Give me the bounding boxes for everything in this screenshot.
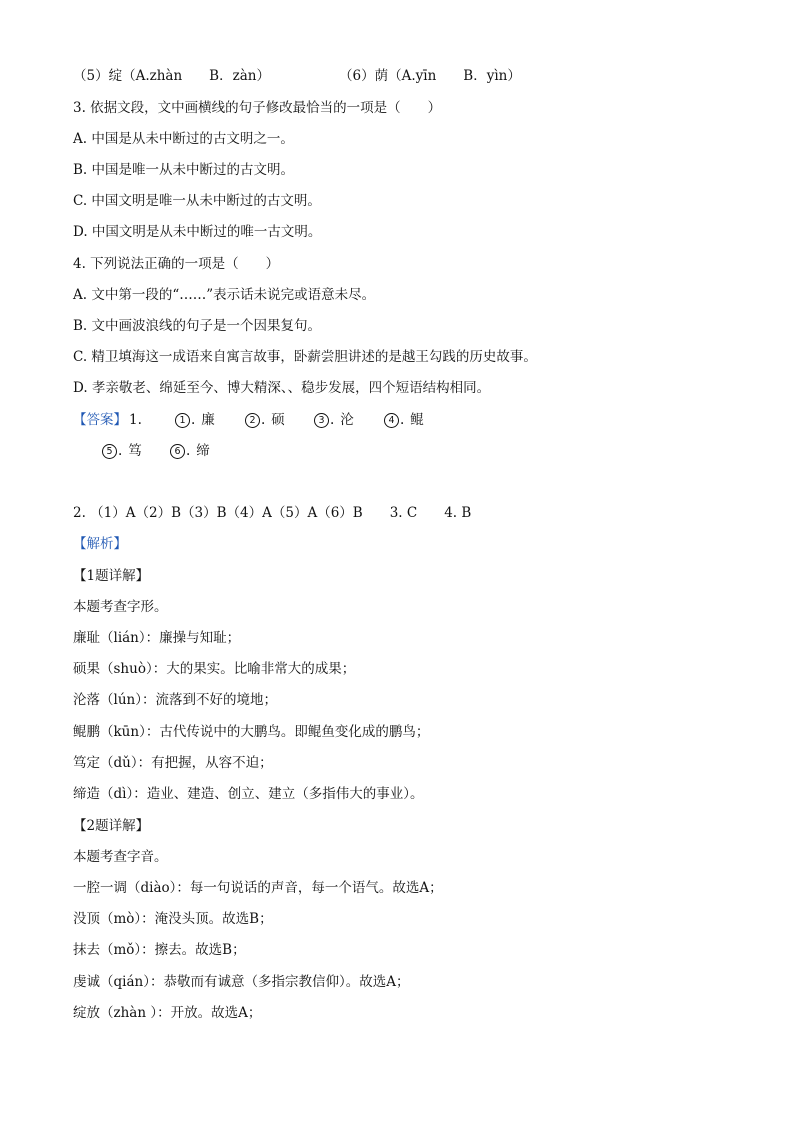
analysis-tag: 【解析】 [73,536,127,552]
answer-item: 4 . 鲲 [384,411,424,429]
circled-number: 4 [384,413,399,428]
circled-number: 2 [245,413,260,428]
q3-option-c: C. 中国文明是唯一从未中断过的古文明。 [73,193,321,209]
q3-option-b: B. 中国是唯一从未中断过的古文明。 [73,162,295,178]
section-2-intro: 本题考查字音。 [73,849,168,865]
q4-option-b: B. 文中画波浪线的句子是一个因果复句。 [73,318,322,334]
answer-tag: 【答案】 [73,412,127,428]
section-1-item: 笃定（dǔ）：有把握，从容不迫； [73,755,273,771]
section-2-title: 【2题详解】 [73,818,150,834]
q3-stem: 3. 依据文段，文中画横线的句子修改最恰当的一项是（ ） [73,100,442,116]
circled-number: 6 [170,444,185,459]
answer-word: 廉 [201,412,215,428]
circled-number: 1 [175,413,190,428]
section-2-item: 一腔一调（diào）：每一句说话的声音，每一个语气。故选A； [73,880,443,896]
circled-number: 3 [314,413,329,428]
q3-option-d: D. 中国文明是从未中断过的唯一古文明。 [73,224,322,240]
section-1-item: 廉耻（lián）：廉操与知耻； [73,630,241,646]
section-1-item: 鲲鹏（kūn）：古代传说中的大鹏鸟。即鲲鱼变化成的鹏鸟； [73,724,430,740]
q2-item-5: （5）绽（A.zhàn B．zàn） [73,68,270,84]
answer-word: 缔 [196,443,210,459]
section-2-item: 没顶（mò）：淹没头顶。故选B； [73,911,273,927]
answer-word: 鲲 [410,412,424,428]
answer-item: 1 . 廉 [175,411,215,429]
answer-line-2: 2. （1）A（2）B（3）B（4）A（5）A（6）B 3. C 4. B [73,505,472,521]
q3-option-a: A. 中国是从未中断过的古文明之一。 [73,131,294,147]
q4-option-c: C. 精卫填海这一成语来自寓言故事，卧薪尝胆讲述的是越王勾践的历史故事。 [73,349,537,365]
answer-item: 3 . 沦 [314,411,354,429]
answer-item: 6 . 缔 [170,442,210,460]
q4-option-a: A. 文中第一段的“……”表示话未说完或语意未尽。 [73,287,376,303]
section-1-item: 硕果（shuò）：大的果实。比喻非常大的成果； [73,661,356,677]
answer-item: 2 . 硕 [245,411,285,429]
q4-option-d: D. 孝亲敬老、绵延至今、博大精深、、稳步发展，四个短语结构相同。 [73,380,491,396]
answer-word: 硕 [271,412,285,428]
section-2-item: 虔诚（qián）：恭敬而有诚意（多指宗教信仰）。故选A； [73,974,410,990]
section-1-title: 【1题详解】 [73,568,150,584]
section-1-item: 缔造（dì）：造业、建造、创立、建立（多指伟大的事业）。 [73,786,424,802]
answer-word: 笃 [128,443,142,459]
q2-item-6: （6）荫（A.yīn B．yìn） [339,68,521,84]
q4-stem: 4. 下列说法正确的一项是（ ） [73,256,280,272]
circled-number: 5 [102,444,117,459]
section-2-item: 抹去（mǒ）：擦去。故选B； [73,942,246,958]
answer-word: 沦 [340,412,354,428]
section-1-intro: 本题考查字形。 [73,599,168,615]
section-1-item: 沦落（lún）：流落到不好的境地； [73,692,277,708]
section-2-item: 绽放（zhàn ）：开放。故选A； [73,1005,262,1021]
answer-prefix: 1. [129,412,142,428]
answer-item: 5 . 笃 [102,442,142,460]
